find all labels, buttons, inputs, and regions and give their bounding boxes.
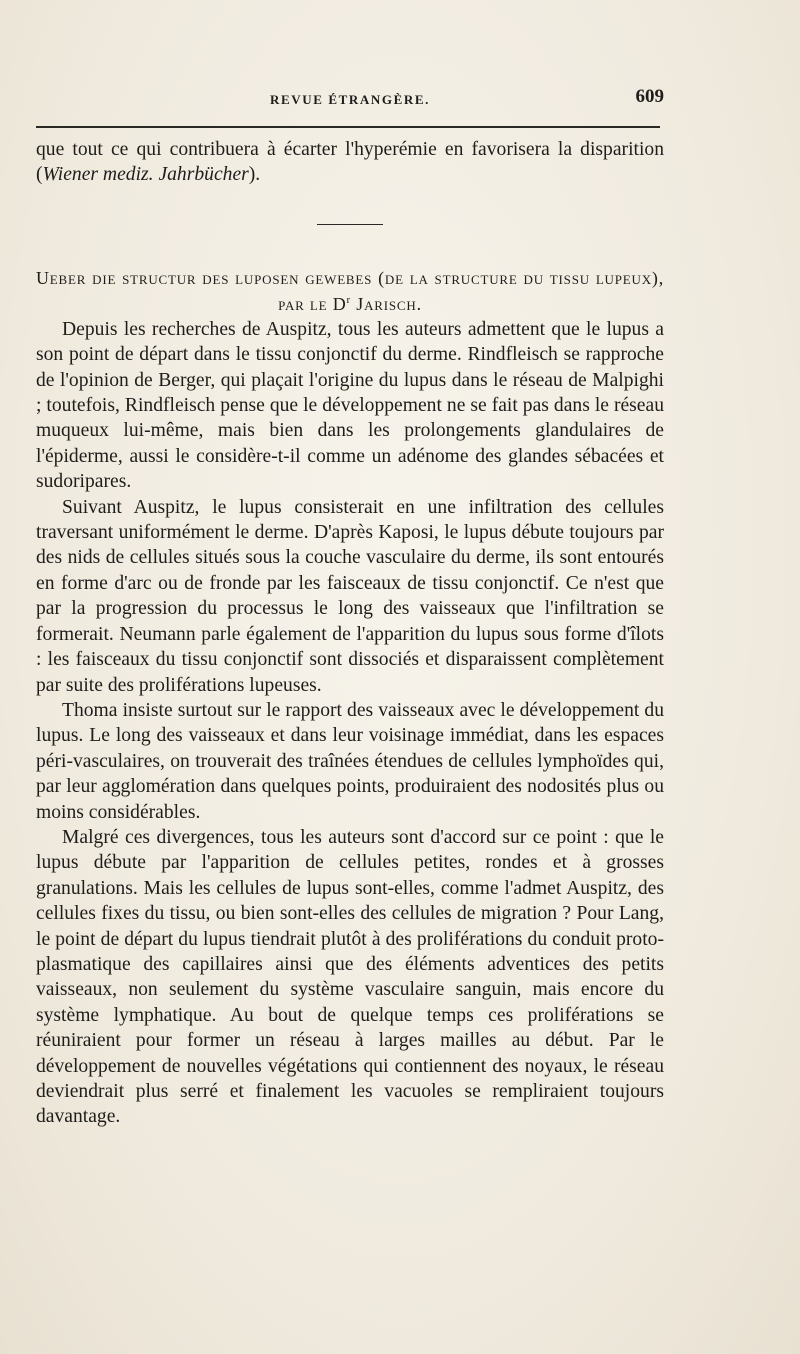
- header-rule: [36, 126, 660, 128]
- article-title: [36, 265, 664, 317]
- text-block: [36, 137, 664, 1130]
- body-paragraph: Suivant Auspitz, le lupus consisterait en une infiltration des cellules traversant uniformément le derme. D'après Kaposi, le lupus débute toujours par des nids de cellules situés sous la couche vasculaire du derme, ils sont entourés en forme d'arc ou de fronde par les faisceaux de tissu conjonctif. Ce n'est que par la progression du processus le long des vaisseaux que l'infiltration se formerait. Neumann parle également de l'apparition du lupus sous forme d'îlots : les faisceaux du tissu conjonctif sont dissociés et disparaissent complètement par suite des proliférations lupeuses.: [36, 496, 664, 696]
- article-author: Jarisch.: [350, 293, 422, 314]
- body-paragraph: Depuis les recherches de Auspitz, tous les auteurs admettent que le lupus a son point de départ dans le tissu conjonctif du derme. Rindfleisch se rapproche de l'opinion de Berger, qui plaçait l'origine du lupus dans le réseau de Malpighi ; toutefois, Rindfleisch pense que le développement ne se fait pas dans le réseau muqueux lui-même, mais bien dans les prolongements glandulaires de l'épiderme, aussi le considère-t-il comme un adénome des glandes sébacées et sudoripares.: [36, 318, 664, 493]
- article-title-superscript: r: [346, 293, 351, 306]
- section-divider: [317, 224, 383, 225]
- intro-closing: ).: [248, 164, 261, 186]
- source-citation: Wiener mediz. Jahrbücher: [42, 164, 249, 186]
- page-number: 609: [635, 86, 664, 107]
- intro-paragraph: [36, 137, 664, 188]
- running-head: REVUE ÉTRANGÈRE.: [270, 92, 430, 107]
- body-paragraph: Malgré ces divergences, tous les auteurs sont d'accord sur ce point : que le lupus débute par l'apparition de cellules petites, rondes et à grosses granulations. Mais les cellules de lupus sont-elles, comme l'admet Auspitz, des cellules fixes du tissu, ou bien sont-elles des cellules de migration ? Pour Lang, le point de départ du lupus tiendrait plutôt à des proliférations du conduit proto-plasmatique des capillaires ainsi que des éléments adventices des petits vaisseaux, non seulement du système vasculaire sanguin, mais encore du système lymphatique. Au bout de quelque temps ces proliférations se réuniraient pour former un réseau à larges mailles au début. Par le développement de nouvelles végétations qui contiennent des noyaux, le réseau deviendrait plus serré et finalement les vacuoles se rempliraient toujours davantage.: [36, 826, 664, 1128]
- intro-text: que tout ce qui contribuera à écarter l'hyperémie en favorisera la disparition (: [36, 139, 664, 186]
- page-header: [36, 86, 664, 116]
- body-paragraph: Thoma insiste surtout sur le rapport des vaisseaux avec le développement du lupus. Le long des vaisseaux et dans leur voisinage immédiat, dans les espaces péri-vasculaires, on trouverait des traînées étendues de cellules lymphoïdes qui, par leur agglomération dans quelques points, produiraient des nodosités plus ou moins considérables.: [36, 699, 664, 823]
- article-title-text: Ueber die structur des luposen gewebes (de la structure du tissu lupeux), par le D: [36, 267, 664, 314]
